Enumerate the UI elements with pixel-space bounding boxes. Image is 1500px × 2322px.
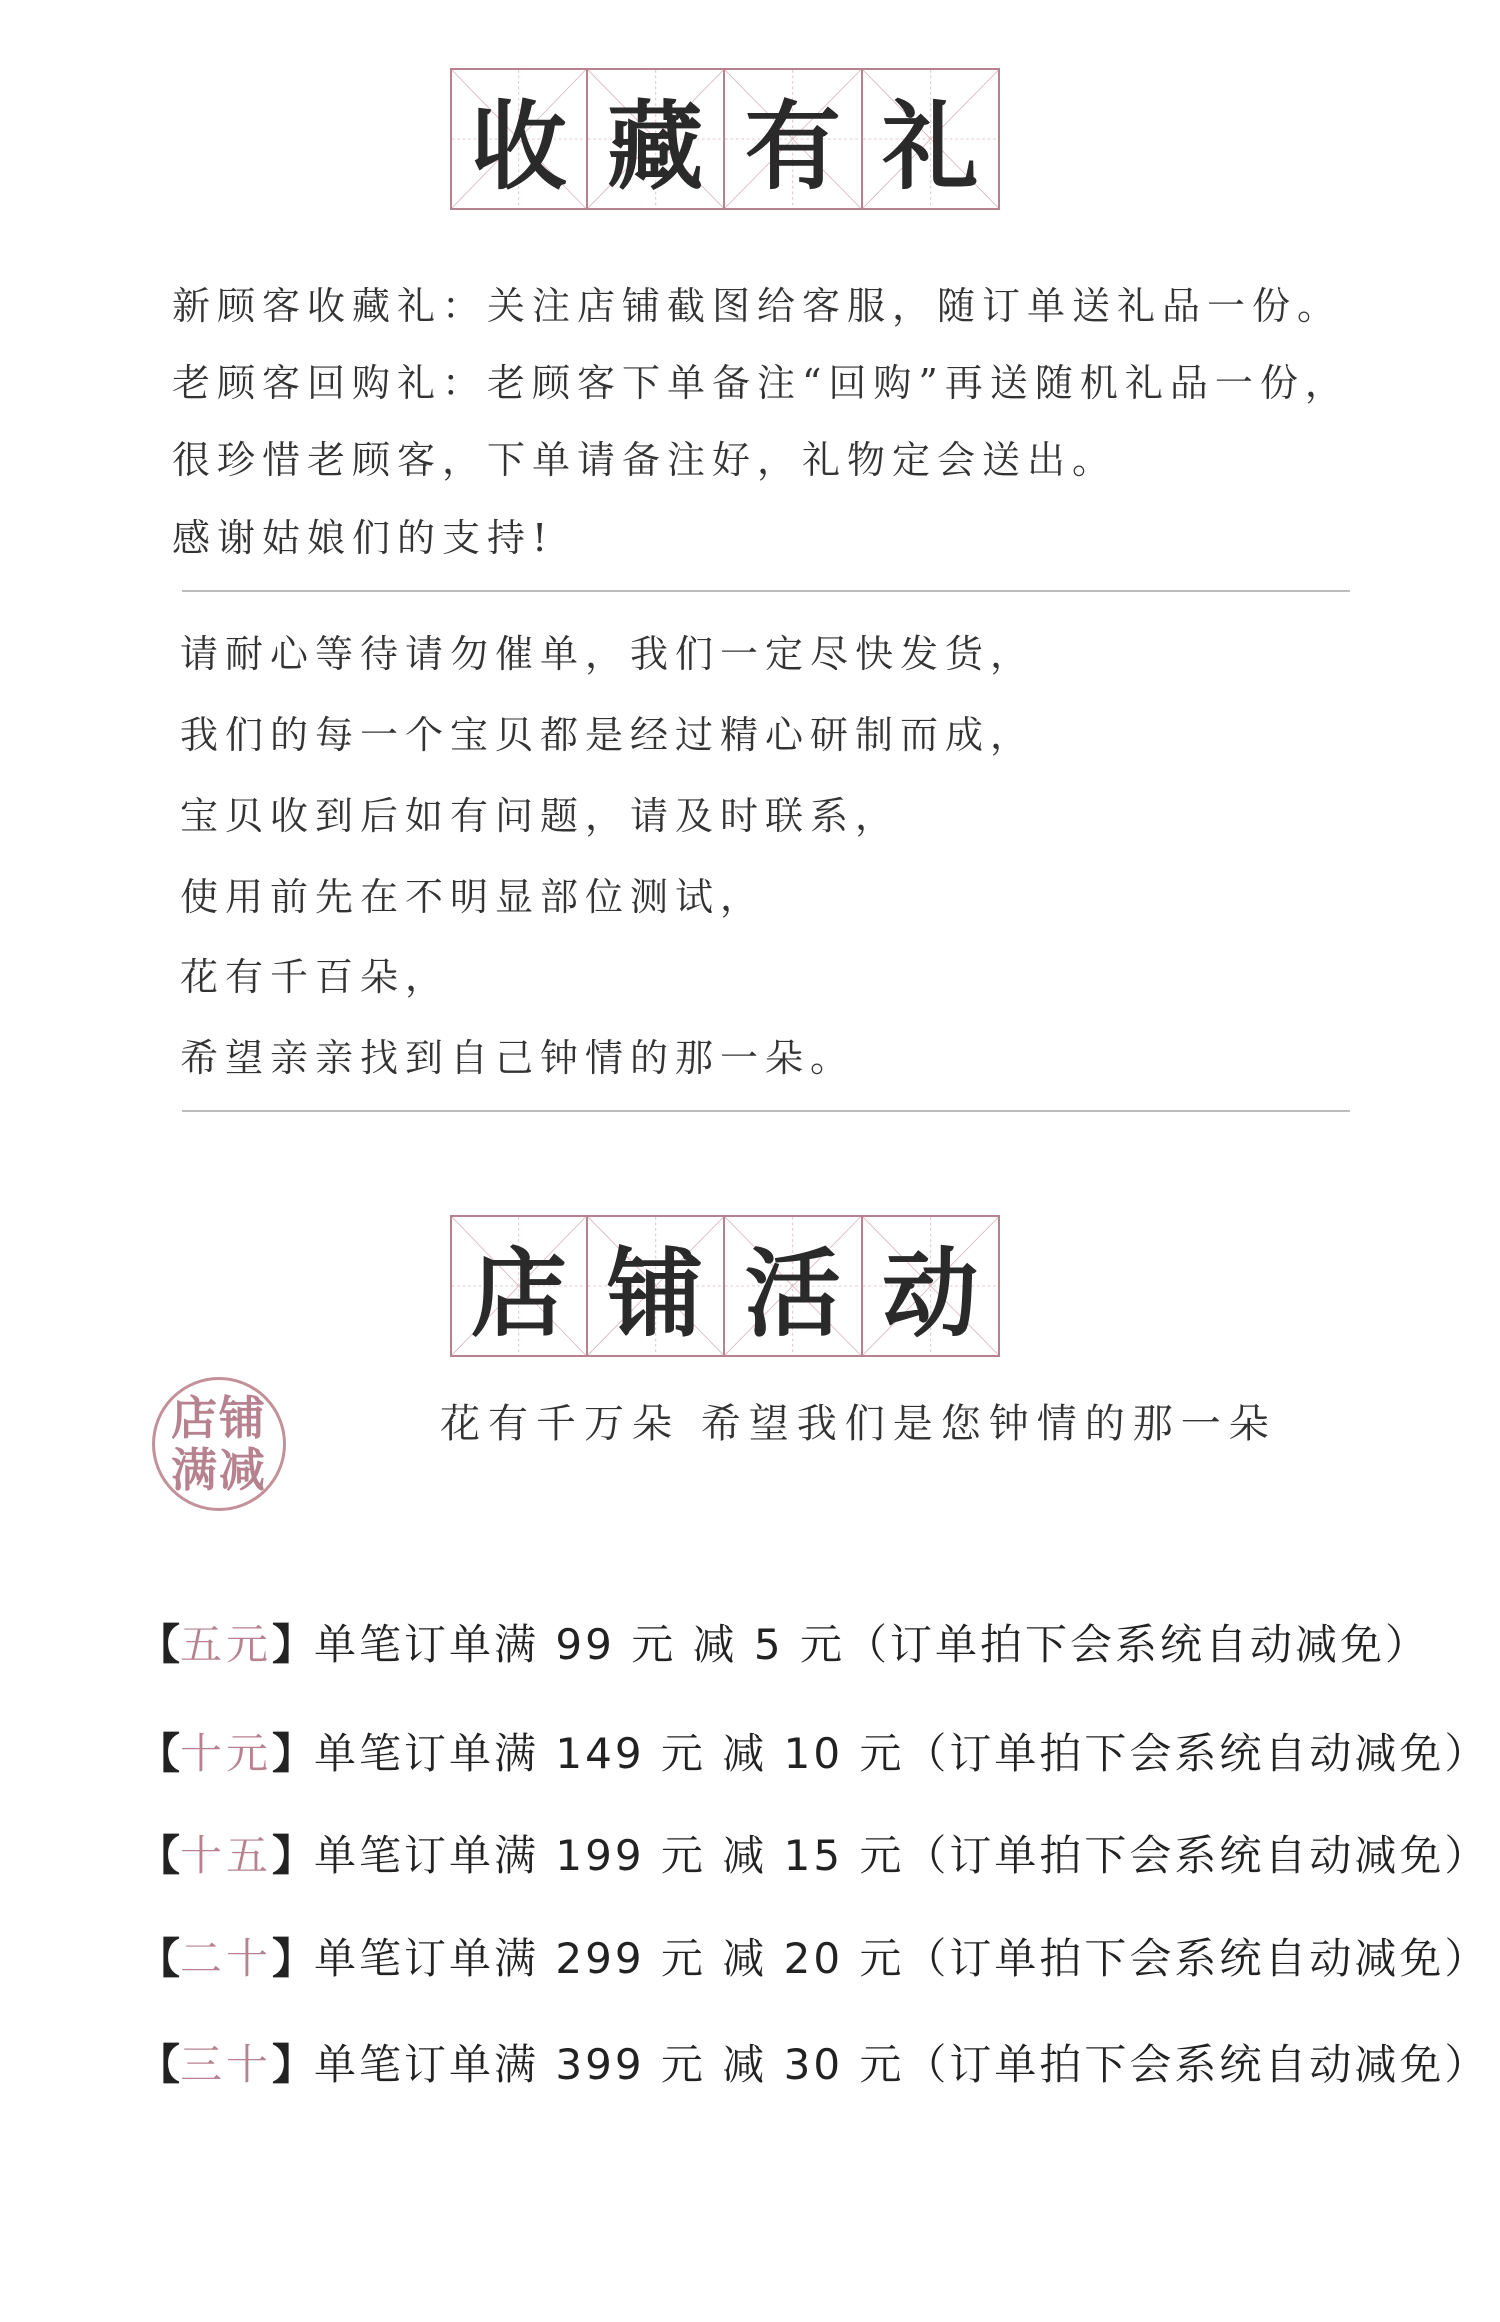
promo-text: 单笔订单满 399 元 减 30 元（订单拍下会系统自动减免） bbox=[314, 2040, 1490, 2089]
promo-tag: 十元 bbox=[180, 1729, 273, 1778]
notice-line: 希望亲亲找到自己钟情的那一朵。 bbox=[180, 1036, 856, 1080]
activity-title bbox=[450, 1215, 1000, 1357]
bracket-open: 【 bbox=[138, 1620, 181, 1669]
gift-paragraph: 感谢姑娘们的支持! bbox=[172, 516, 555, 560]
gift-paragraph: 新顾客收藏礼：关注店铺截图给客服，随订单送礼品一份。 bbox=[172, 284, 1343, 328]
promo-text: 单笔订单满 299 元 减 20 元（订单拍下会系统自动减免） bbox=[314, 1934, 1490, 1983]
title-cell bbox=[588, 1215, 726, 1357]
promo-tag: 三十 bbox=[180, 2040, 273, 2089]
gift-title bbox=[450, 68, 1000, 210]
notice-line: 使用前先在不明显部位测试， bbox=[180, 875, 766, 919]
title-char: 有 bbox=[744, 89, 841, 203]
gift-paragraph: 很珍惜老顾客，下单请备注好，礼物定会送出。 bbox=[172, 438, 1118, 482]
title-cell bbox=[588, 68, 726, 210]
promo-tag: 十五 bbox=[180, 1831, 273, 1880]
notice-line: 花有千百朵， bbox=[180, 955, 451, 999]
promo-tag: 五元 bbox=[180, 1620, 273, 1669]
title-char: 铺 bbox=[607, 1236, 704, 1350]
promo-line bbox=[138, 1612, 1430, 1672]
title-char: 藏 bbox=[607, 89, 704, 203]
notice-line: 宝贝收到后如有问题，请及时联系， bbox=[180, 794, 901, 838]
title-char: 店 bbox=[470, 1236, 567, 1350]
title-cell bbox=[863, 1215, 1001, 1357]
notice-line: 请耐心等待请勿催单，我们一定尽快发货， bbox=[180, 632, 1036, 676]
title-cell bbox=[725, 68, 863, 210]
badge-label: 店铺满减 bbox=[171, 1391, 267, 1497]
bracket-close: 】 bbox=[272, 2040, 315, 2089]
discount-badge bbox=[152, 1377, 286, 1511]
title-char: 礼 bbox=[882, 89, 979, 203]
title-char: 活 bbox=[744, 1236, 841, 1350]
promo-text: 单笔订单满 199 元 减 15 元（订单拍下会系统自动减免） bbox=[314, 1831, 1490, 1880]
bracket-close: 】 bbox=[272, 1729, 315, 1778]
bracket-close: 】 bbox=[272, 1934, 315, 1983]
divider bbox=[182, 1110, 1350, 1112]
title-char: 动 bbox=[882, 1236, 979, 1350]
divider bbox=[182, 590, 1350, 592]
promo-line bbox=[138, 1823, 1489, 1883]
bracket-open: 【 bbox=[138, 2040, 181, 2089]
bracket-close: 】 bbox=[272, 1620, 315, 1669]
title-cell bbox=[450, 1215, 588, 1357]
bracket-open: 【 bbox=[138, 1831, 181, 1880]
promo-line bbox=[138, 1926, 1489, 1986]
promo-line bbox=[138, 1721, 1489, 1781]
promo-tag: 二十 bbox=[180, 1934, 273, 1983]
title-cell bbox=[863, 68, 1001, 210]
title-cell bbox=[450, 68, 588, 210]
bracket-open: 【 bbox=[138, 1934, 181, 1983]
title-char: 收 bbox=[470, 89, 567, 203]
title-cell bbox=[725, 1215, 863, 1357]
tagline: 花有千万朵 希望我们是您钟情的那一朵 bbox=[440, 1401, 1277, 1447]
bracket-close: 】 bbox=[272, 1831, 315, 1880]
promo-text: 单笔订单满 99 元 减 5 元（订单拍下会系统自动减免） bbox=[314, 1620, 1430, 1669]
promo-line bbox=[138, 2032, 1489, 2092]
gift-paragraph: 老顾客回购礼：老顾客下单备注“回购”再送随机礼品一份， bbox=[172, 361, 1350, 405]
notice-line: 我们的每一个宝贝都是经过精心研制而成， bbox=[180, 713, 1036, 757]
bracket-open: 【 bbox=[138, 1729, 181, 1778]
promo-text: 单笔订单满 149 元 减 10 元（订单拍下会系统自动减免） bbox=[314, 1729, 1490, 1778]
